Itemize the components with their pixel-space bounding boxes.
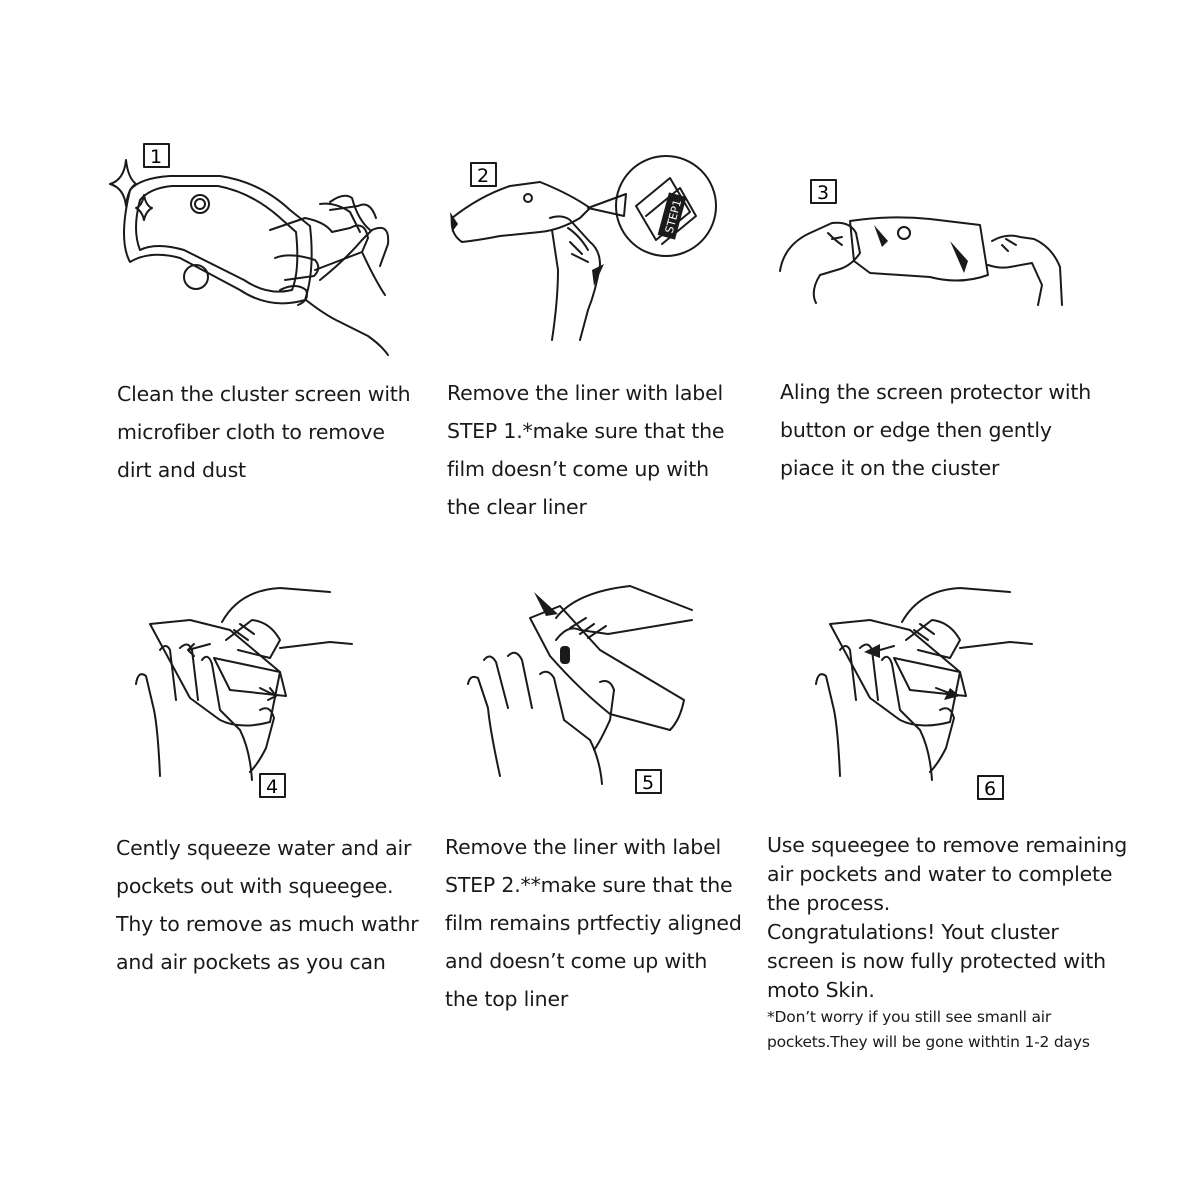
sparkle-icon [110,160,136,206]
instruction-line: Cently squeeze water and air [116,836,412,860]
instruction-line: moto Skin. [767,978,875,1002]
step-number: 5 [641,772,655,794]
hand-outline [222,588,352,658]
step-5-instructions [445,828,742,1018]
screen-film [452,182,590,242]
instruction-line: and air pockets as you can [116,950,386,974]
note-line: *Don’t worry if you still see smanll air [767,1008,1052,1026]
fingers-outline [816,644,932,780]
step-4-instructions [116,829,419,981]
instruction-line: STEP 2.**make sure that the [445,873,733,897]
step1-label-tag: STEP1 [662,198,685,235]
cluster-knob [184,265,208,289]
squeegee [214,658,286,696]
step-6-illustration [810,580,1040,805]
hand-outline [270,218,368,270]
left-hand-outline [780,223,860,303]
instruction-line: button or edge then gently [780,418,1052,442]
step-number: 6 [983,778,997,800]
instruction-line: and doesn’t come up with [445,949,708,973]
cluster-button [191,195,209,213]
instruction-line: Remove the liner with label [445,835,721,859]
arrow-icon [874,225,888,247]
instruction-line: screen is now fully protected with [767,949,1106,973]
instruction-line: dirt and dust [117,458,246,482]
instruction-line: the clear liner [447,495,587,519]
step-5-illustration [460,580,700,800]
step-2-instructions [447,374,724,526]
instruction-line: film doesn’t come up with [447,457,709,481]
arrow-icon [592,264,604,286]
screen-protector [850,217,988,280]
instruction-line: Remove the liner with label [447,381,723,405]
cluster-outline [124,176,312,303]
instruction-line: pockets out with squeegee. [116,874,394,898]
instruction-line: piace it on the ciuster [780,456,1000,480]
hand-outline [556,586,692,640]
step-2-illustration [440,150,730,375]
step-3-instructions [780,373,1091,487]
step-3-illustration [770,175,1070,325]
squeegee [894,658,966,696]
arrow-icon [534,592,558,616]
step-4-illustration [130,580,360,800]
step-number: 1 [149,146,163,168]
fingers-outline [136,644,252,780]
instruction-line: Aling the screen protector with [780,380,1092,404]
instruction-line: STEP 1.*make sure that the [447,419,725,443]
arrow-icon [950,241,968,273]
hand-outline [902,588,1032,658]
fingers-outline [468,653,602,784]
instruction-line: the process. [767,891,891,915]
instruction-line: Thy to remove as much wathr [116,912,419,936]
step-6-instructions [767,831,1127,1055]
step-number: 2 [476,165,490,187]
step-1-illustration [100,140,400,365]
note-line: pockets.They will be gone withtin 1-2 days [767,1033,1090,1051]
step-number: 3 [816,182,830,204]
instruction-line: film remains prtfectiy aligned [445,911,742,935]
step-number: 4 [265,776,279,798]
instruction-line: Congratulations! Yout cluster [767,920,1059,944]
instruction-line: the top liner [445,987,569,1011]
instruction-line: microfiber cloth to remove [117,420,385,444]
step-1-instructions [117,375,410,489]
instruction-line: air pockets and water to complete [767,862,1113,886]
instruction-line: Use squeegee to remove remaining [767,833,1128,857]
instruction-line: Clean the cluster screen with [117,382,411,406]
callout-pointer [588,194,626,216]
